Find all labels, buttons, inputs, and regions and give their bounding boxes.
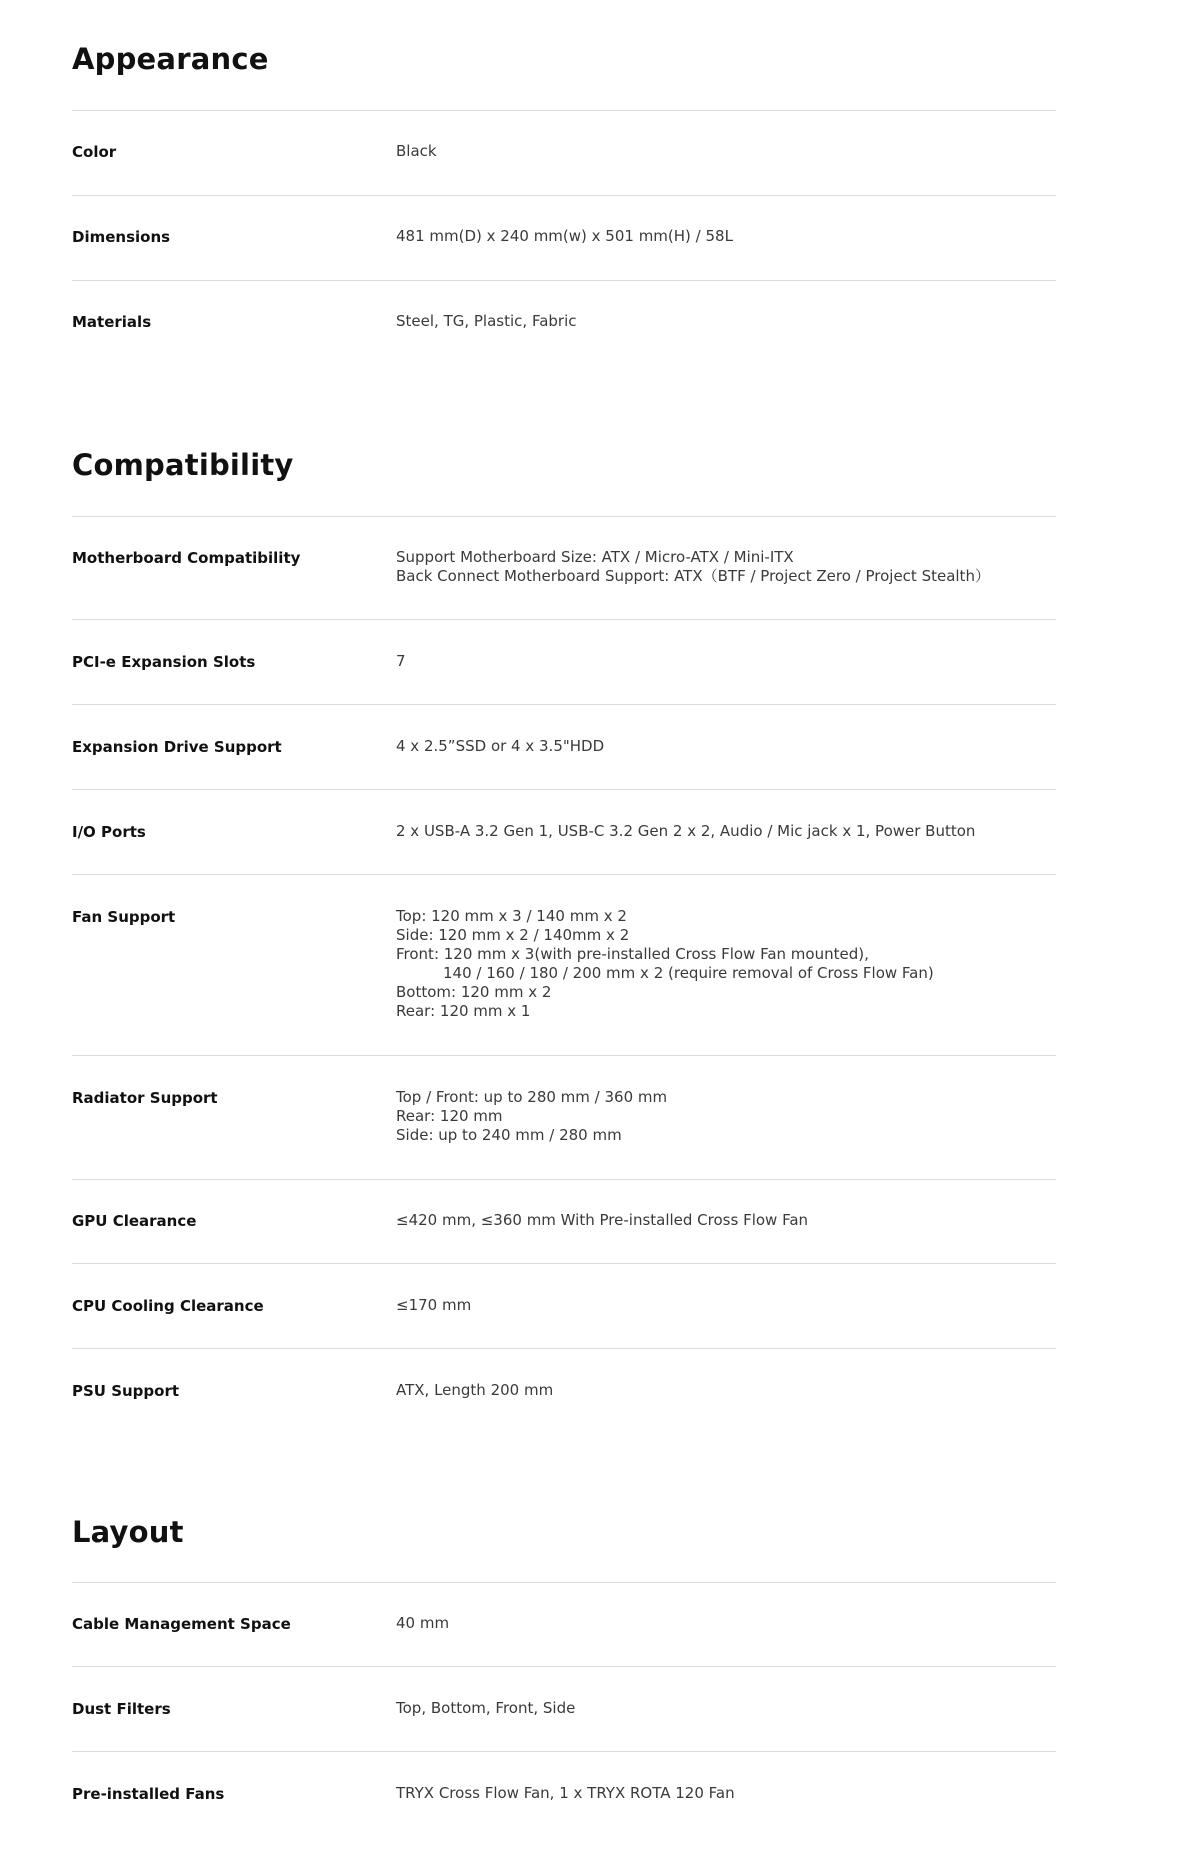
spec-value-cable-management-space [396,1614,449,1633]
section-title-appearance: Appearance [72,42,269,76]
spec-label-radiator-support: Radiator Support [72,1089,218,1107]
spec-label-dust-filters: Dust Filters [72,1700,171,1718]
spec-value-line: Front: 120 mm x 3(with pre-installed Cross Flow Fan mounted), [396,945,869,963]
spec-value-dust-filters [396,1699,575,1718]
spec-value-line: Rear: 120 mm [396,1107,503,1125]
spec-value-line: Support Motherboard Size: ATX / Micro-ATX / Mini-ITX [396,548,794,566]
spec-value-line: Top: 120 mm x 3 / 140 mm x 2 [396,907,627,925]
spec-label-psu-support: PSU Support [72,1382,180,1400]
spec-value-line: Steel, TG, Plastic, Fabric [396,312,577,330]
divider [72,874,1056,875]
divider [72,1751,1056,1752]
spec-label-cable-management-space: Cable Management Space [72,1615,291,1633]
spec-value-line: 2 x USB-A 3.2 Gen 1, USB-C 3.2 Gen 2 x 2, Audio / Mic jack x 1, Power Button [396,822,976,840]
spec-value-line: Side: up to 240 mm / 280 mm [396,1126,622,1144]
spec-value-line: Black [396,142,437,160]
spec-value-line: Rear: 120 mm x 1 [396,1002,531,1020]
spec-value-psu-support [396,1381,553,1400]
divider [72,516,1056,517]
spec-value-line: Back Connect Motherboard Support: ATX（BTF / Project Zero / Project Stealth） [396,567,990,585]
spec-value-pre-installed-fans [396,1784,735,1803]
spec-value-line: ≤170 mm [396,1296,472,1314]
spec-value-fan-support [396,907,934,1021]
section-title-compatibility: Compatibility [72,448,294,482]
divider [72,280,1056,281]
spec-label-motherboard-compatibility: Motherboard Compatibility [72,549,301,567]
divider [72,1582,1056,1583]
spec-value-expansion-drive-support [396,737,604,756]
spec-value-motherboard-compatibility [396,548,990,586]
divider [72,1348,1056,1349]
spec-value-pcie-expansion-slots [396,652,406,671]
spec-value-line: Top / Front: up to 280 mm / 360 mm [396,1088,668,1106]
divider [72,195,1056,196]
spec-value-gpu-clearance [396,1211,808,1230]
spec-value-cpu-cooling-clearance [396,1296,471,1315]
section-title-layout: Layout [72,1515,184,1549]
spec-label-io-ports: I/O Ports [72,823,146,841]
divider [72,619,1056,620]
spec-label-fan-support: Fan Support [72,908,176,926]
spec-label-cpu-cooling-clearance: CPU Cooling Clearance [72,1297,264,1315]
spec-value-line: TRYX Cross Flow Fan, 1 x TRYX ROTA 120 Fan [396,1784,735,1802]
spec-label-pcie-expansion-slots: PCI-e Expansion Slots [72,653,256,671]
divider [72,1666,1056,1667]
spec-label-expansion-drive-support: Expansion Drive Support [72,738,282,756]
spec-value-line: Bottom: 120 mm x 2 [396,983,552,1001]
divider [72,704,1056,705]
spec-label-materials: Materials [72,313,152,331]
spec-value-materials [396,312,576,331]
spec-value-line: 481 mm(D) x 240 mm(w) x 501 mm(H) / 58L [396,227,733,245]
divider [72,1263,1056,1264]
spec-label-pre-installed-fans: Pre-installed Fans [72,1785,225,1803]
spec-value-io-ports [396,822,975,841]
divider [72,1179,1056,1180]
spec-value-radiator-support [396,1088,667,1145]
spec-value-line: Side: 120 mm x 2 / 140mm x 2 [396,926,630,944]
spec-value-line: Top, Bottom, Front, Side [396,1699,576,1717]
spec-label-color: Color [72,143,117,161]
divider [72,789,1056,790]
spec-value-line: ATX, Length 200 mm [396,1381,554,1399]
spec-value-line: 7 [396,652,406,670]
spec-value-dimensions [396,227,733,246]
spec-label-dimensions: Dimensions [72,228,171,246]
divider [72,1055,1056,1056]
spec-value-color [396,142,437,161]
spec-value-line: ≤420 mm, ≤360 mm With Pre-installed Cross Flow Fan [396,1211,809,1229]
spec-value-line: 140 / 160 / 180 / 200 mm x 2 (require removal of Cross Flow Fan) [443,964,934,982]
spec-value-line: 40 mm [396,1614,450,1632]
spec-label-gpu-clearance: GPU Clearance [72,1212,197,1230]
divider [72,110,1056,111]
spec-value-line: 4 x 2.5”SSD or 4 x 3.5"HDD [396,737,605,755]
